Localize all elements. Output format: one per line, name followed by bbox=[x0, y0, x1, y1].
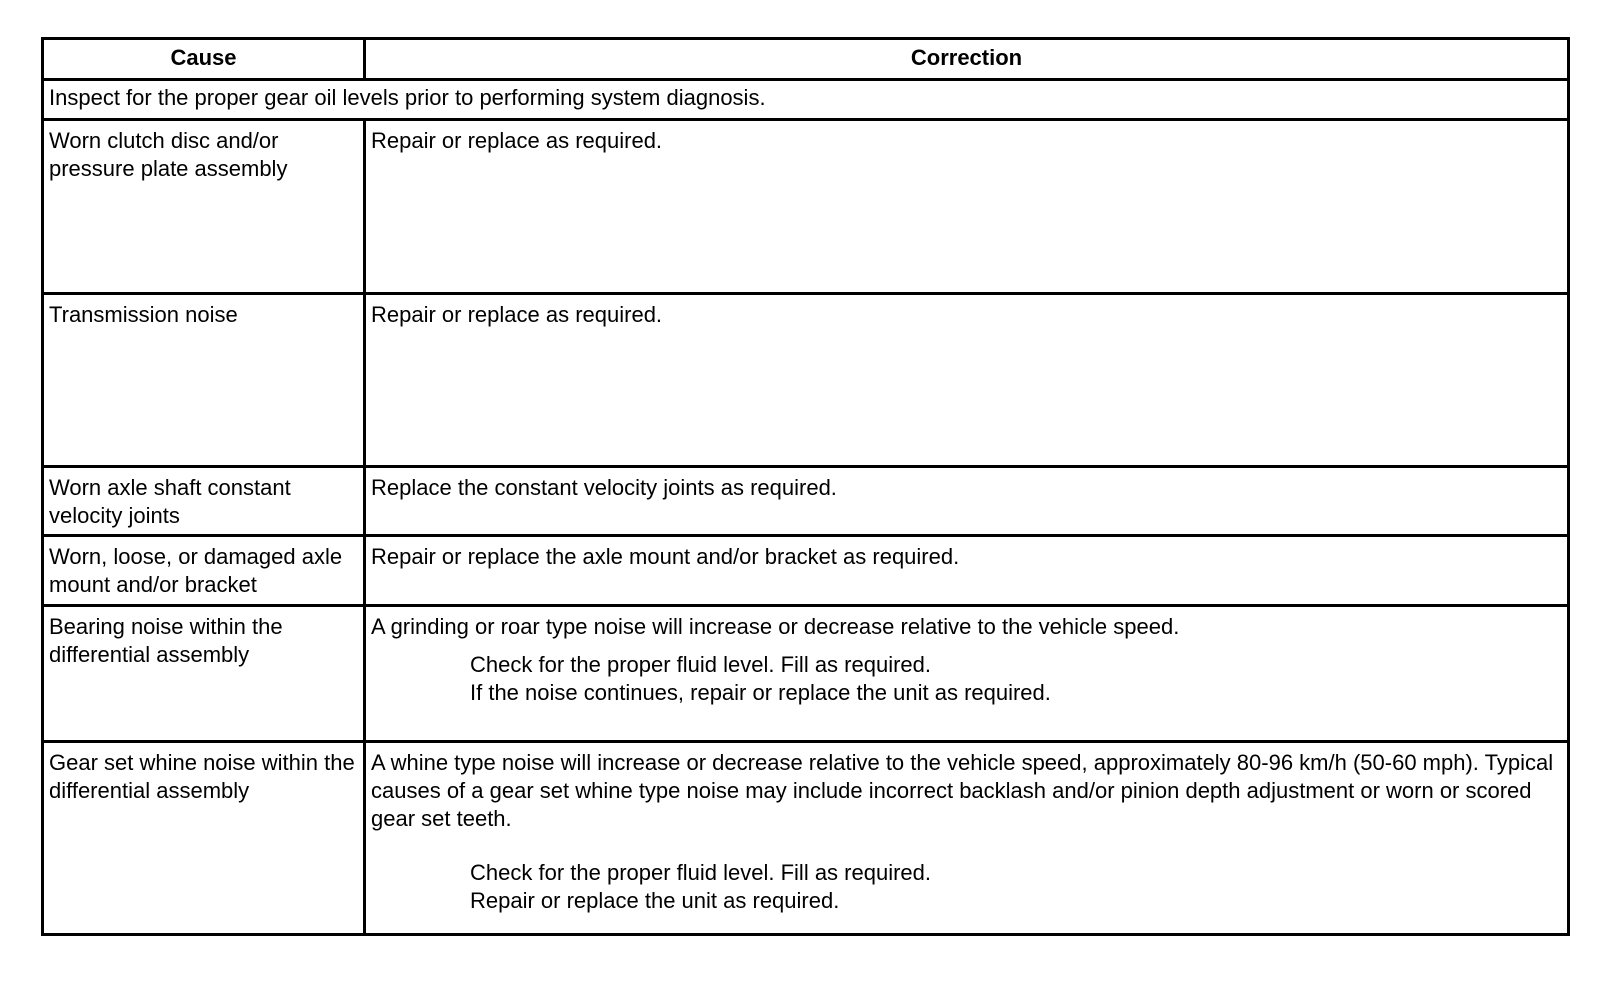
correction-cell: Repair or replace as required. bbox=[365, 120, 1569, 294]
table-row bbox=[43, 294, 1569, 467]
table-row bbox=[43, 467, 1569, 536]
correction-cell bbox=[365, 742, 1569, 935]
correction-column-header: Correction bbox=[365, 39, 1569, 80]
correction-step: Check for the proper fluid level. Fill as required. bbox=[470, 860, 931, 885]
cause-column-header: Cause bbox=[43, 39, 365, 80]
cause-cell: Worn axle shaft constant velocity joints bbox=[43, 467, 365, 536]
correction-text: A grinding or roar type noise will increase or decrease relative to the vehicle speed. bbox=[371, 614, 1180, 639]
diagnosis-table bbox=[41, 37, 1570, 936]
table-row bbox=[43, 536, 1569, 606]
note-row bbox=[43, 80, 1569, 120]
table-row bbox=[43, 120, 1569, 294]
correction-cell bbox=[365, 606, 1569, 742]
table-row bbox=[43, 742, 1569, 935]
cause-cell: Worn clutch disc and/or pressure plate assembly bbox=[43, 120, 365, 294]
correction-cell: Replace the constant velocity joints as required. bbox=[365, 467, 1569, 536]
header-row bbox=[43, 39, 1569, 80]
correction-step: Check for the proper fluid level. Fill as required. bbox=[470, 652, 931, 677]
cause-cell: Bearing noise within the differential assembly bbox=[43, 606, 365, 742]
correction-step: Repair or replace the unit as required. bbox=[470, 888, 840, 913]
cause-cell: Transmission noise bbox=[43, 294, 365, 467]
cause-cell: Gear set whine noise within the differential assembly bbox=[43, 742, 365, 935]
correction-cell: Repair or replace as required. bbox=[365, 294, 1569, 467]
correction-step: If the noise continues, repair or replace the unit as required. bbox=[470, 680, 1051, 705]
cause-cell: Worn, loose, or damaged axle mount and/or bracket bbox=[43, 536, 365, 606]
correction-cell: Repair or replace the axle mount and/or bracket as required. bbox=[365, 536, 1569, 606]
correction-text: A whine type noise will increase or decrease relative to the vehicle speed, approximately 80-96 km/h (50-60 mph). Typical causes of a gear set whine type noise may include incorrect backlash and/or pinion depth adjustment or worn or scored gear set teeth. bbox=[371, 750, 1554, 831]
table-row bbox=[43, 606, 1569, 742]
diagnosis-note: Inspect for the proper gear oil levels prior to performing system diagnosis. bbox=[43, 80, 1569, 120]
